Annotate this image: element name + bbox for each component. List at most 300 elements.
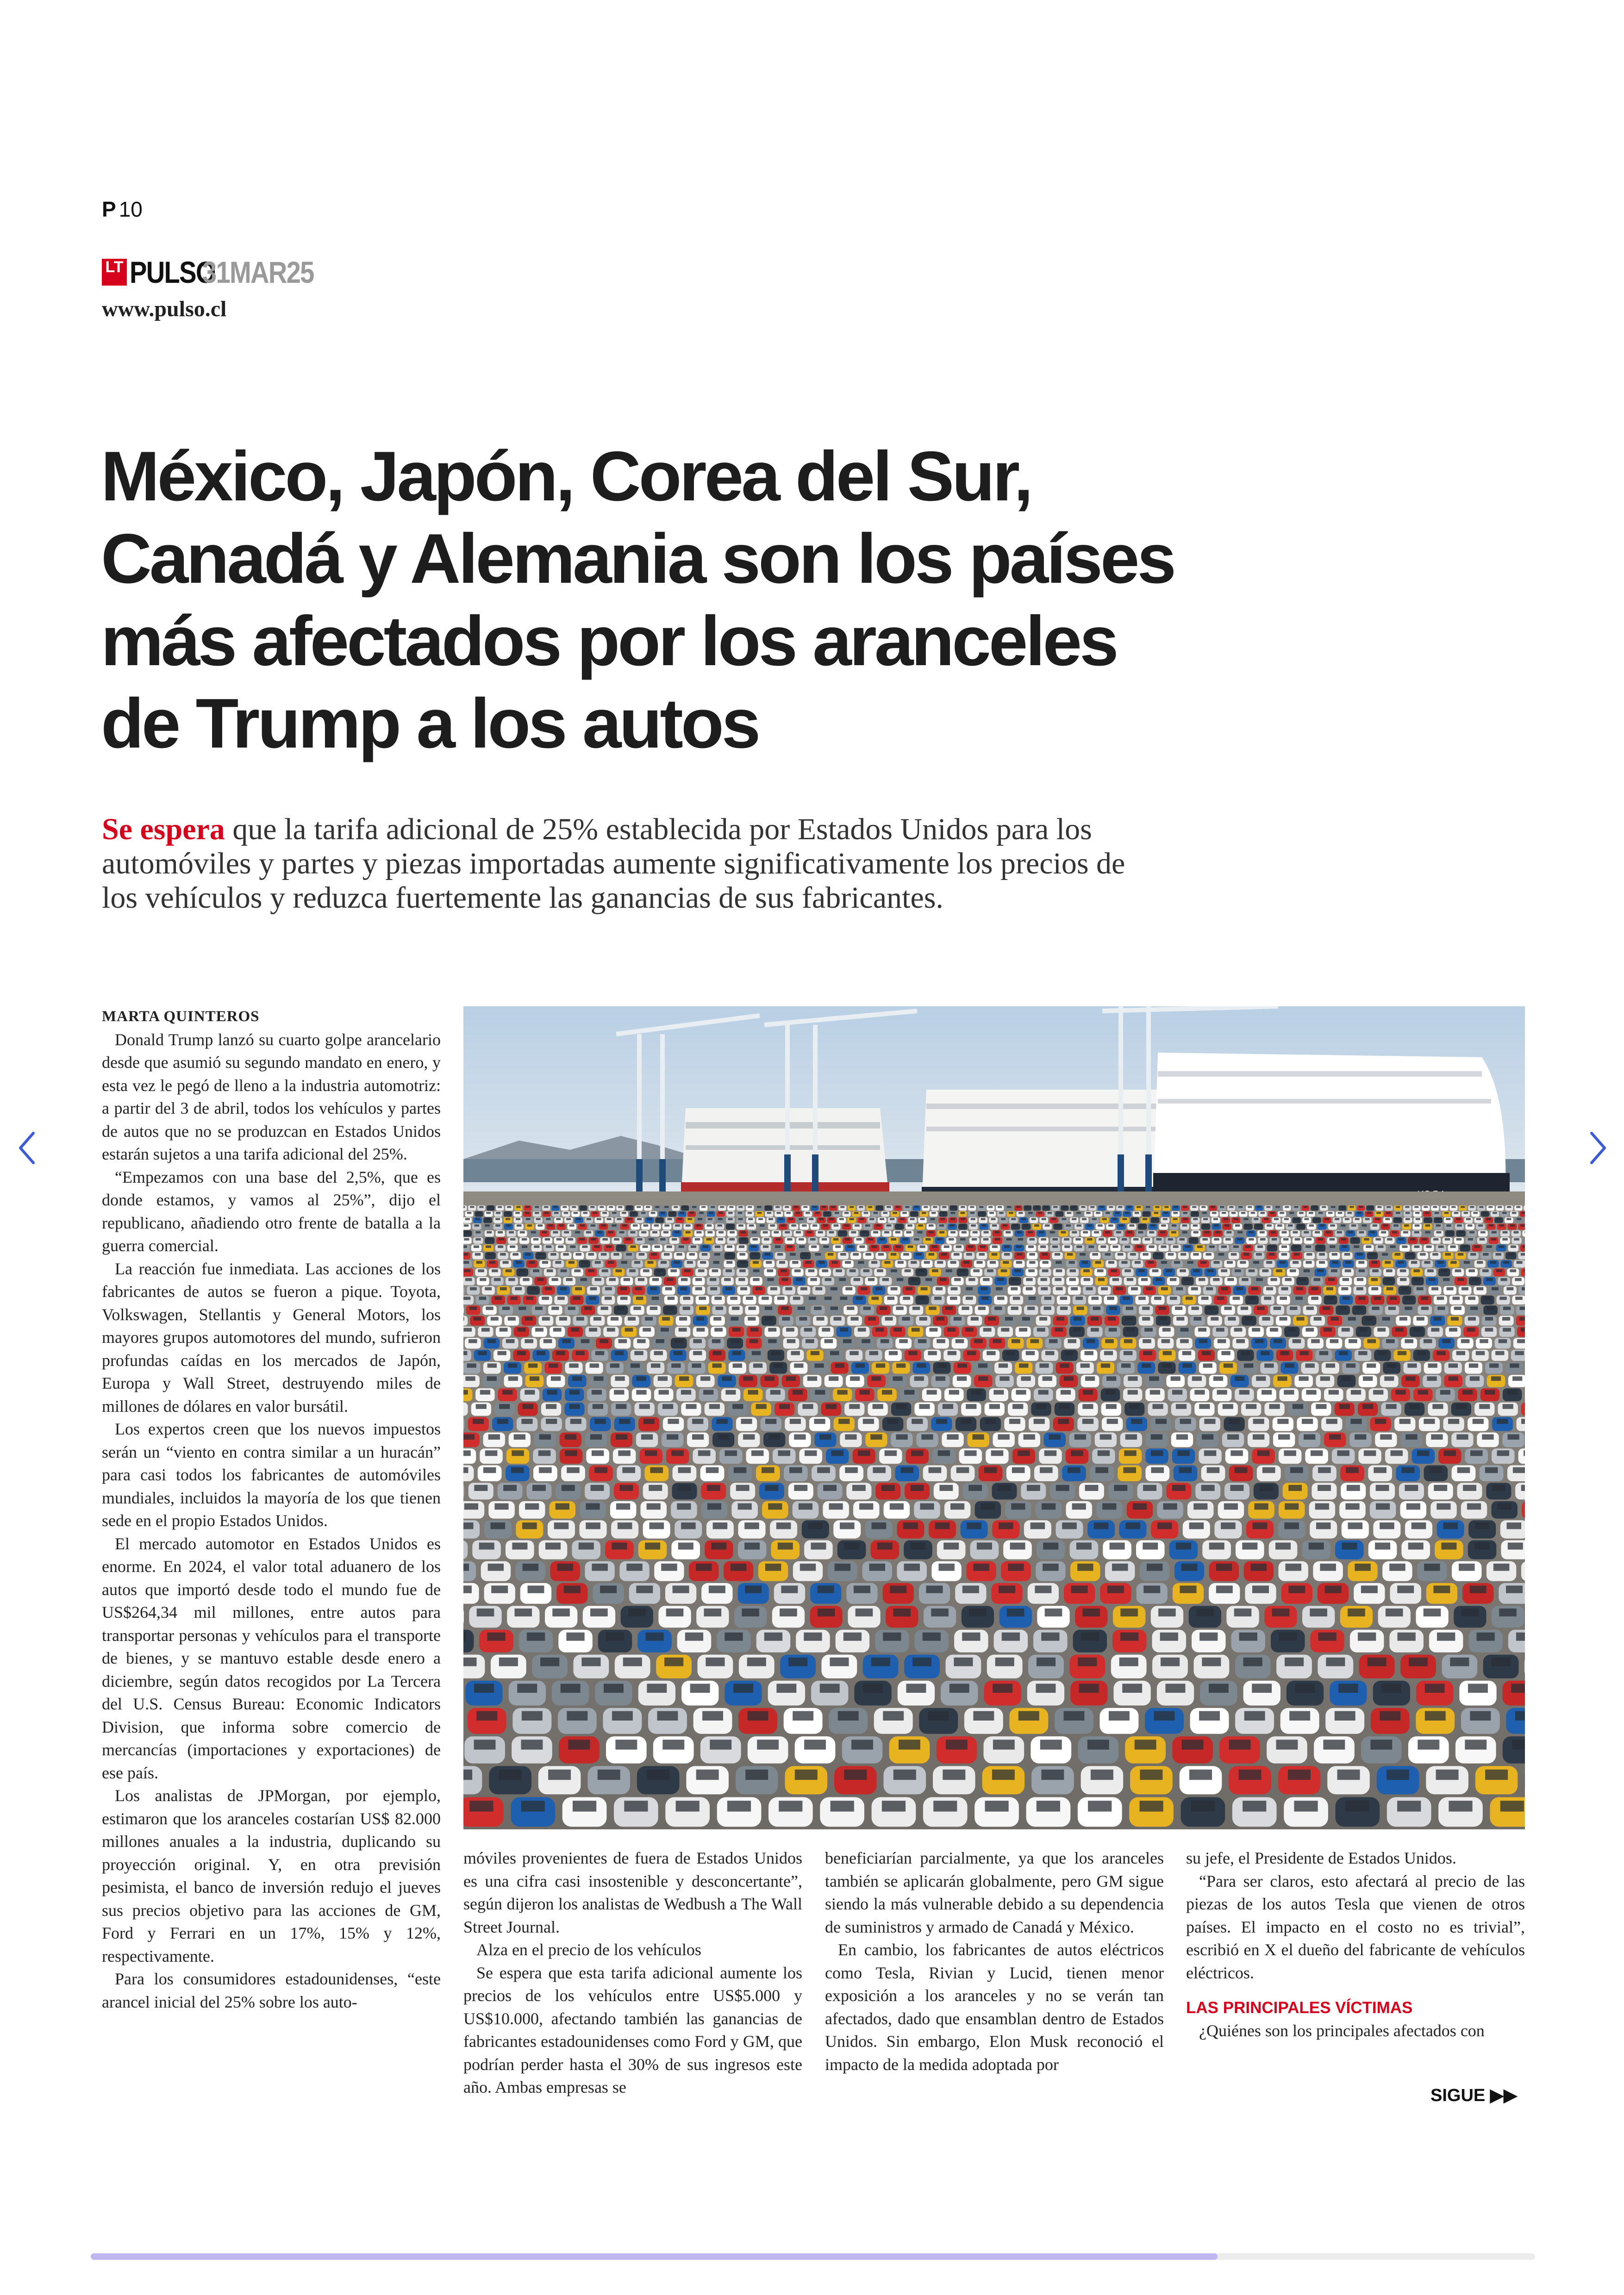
- car-windshield: [1503, 1231, 1508, 1234]
- car-windshield: [1368, 1658, 1387, 1666]
- car-windshield: [1266, 1261, 1272, 1264]
- car-windshield: [889, 1351, 898, 1355]
- previous-page-button[interactable]: [9, 1120, 46, 1176]
- car-windshield: [787, 1339, 796, 1343]
- car-windshield: [765, 1419, 776, 1424]
- car-windshield: [1025, 1206, 1030, 1208]
- car-windshield: [732, 1307, 739, 1310]
- car-windshield: [1492, 1231, 1497, 1234]
- car-windshield: [1432, 1404, 1443, 1409]
- car-windshield: [1386, 1609, 1403, 1616]
- car-windshield: [1163, 1503, 1177, 1510]
- car-windshield: [1323, 1740, 1345, 1749]
- car-windshield: [677, 1503, 691, 1510]
- car-windshield: [1205, 1231, 1210, 1234]
- car-windshield: [935, 1522, 950, 1529]
- car-windshield: [786, 1287, 793, 1291]
- car-windshield: [814, 1307, 821, 1310]
- car-windshield: [1449, 1328, 1457, 1332]
- car-windshield: [487, 1376, 497, 1381]
- car-windshield: [831, 1801, 854, 1811]
- car-windshield: [1026, 1278, 1032, 1281]
- car-windshield: [1387, 1287, 1393, 1291]
- car-windshield: [1309, 1224, 1314, 1227]
- car-windshield: [1192, 1206, 1196, 1208]
- car-windshield: [590, 1609, 608, 1616]
- car-windshield: [1327, 1297, 1334, 1300]
- car-windshield: [1193, 1317, 1201, 1321]
- car-windshield: [568, 1261, 575, 1264]
- body-paragraph: beneficiarían parcialmente, ya que los aranceles también se aplicarán globalmente, pero GM sigue siendo la más vulnerable debido a su dependencia de suministros y armado de Canadá y México.: [825, 1849, 1164, 1936]
- car-windshield: [1149, 1246, 1155, 1248]
- car-windshield: [617, 1307, 625, 1310]
- car-windshield: [1060, 1364, 1069, 1368]
- car-windshield: [679, 1246, 684, 1248]
- car-windshield: [1186, 1297, 1193, 1300]
- car-windshield: [1216, 1564, 1232, 1571]
- car-windshield: [1162, 1328, 1171, 1332]
- car-windshield: [1473, 1419, 1484, 1424]
- car-windshield: [1462, 1609, 1479, 1616]
- car-windshield: [1447, 1231, 1452, 1234]
- car-windshield: [1470, 1376, 1480, 1381]
- car-windshield: [1045, 1224, 1050, 1227]
- car-windshield: [1388, 1307, 1396, 1310]
- car-windshield: [890, 1503, 904, 1510]
- car-windshield: [1124, 1269, 1131, 1272]
- car-windshield: [1397, 1585, 1414, 1593]
- car-windshield: [1017, 1253, 1023, 1256]
- car-windshield: [896, 1246, 901, 1248]
- car-windshield: [1006, 1238, 1012, 1241]
- car-windshield: [906, 1684, 926, 1693]
- car-windshield: [1234, 1218, 1238, 1220]
- car-windshield: [1454, 1212, 1459, 1214]
- car-windshield: [776, 1684, 796, 1693]
- car-windshield: [1007, 1206, 1011, 1208]
- car-windshield: [874, 1212, 878, 1214]
- car-windshield: [1493, 1564, 1510, 1571]
- car-windshield: [598, 1770, 620, 1780]
- car-windshield: [885, 1450, 897, 1456]
- car-windshield: [1106, 1404, 1117, 1409]
- car-windshield: [553, 1328, 562, 1332]
- car-windshield: [994, 1307, 1002, 1310]
- car-windshield: [908, 1351, 917, 1355]
- car-windshield: [906, 1287, 912, 1291]
- car-windshield: [1295, 1297, 1303, 1300]
- car-windshield: [993, 1684, 1012, 1693]
- article-column-3: [825, 1847, 1164, 2076]
- next-page-button[interactable]: [1579, 1120, 1616, 1176]
- car-windshield: [1365, 1317, 1373, 1321]
- car-windshield: [1036, 1404, 1047, 1409]
- car-windshield: [903, 1522, 918, 1529]
- car-windshield: [1487, 1218, 1491, 1220]
- car-windshield: [1239, 1633, 1257, 1641]
- car-windshield: [1491, 1376, 1501, 1381]
- car-windshield: [981, 1287, 987, 1291]
- car-windshield: [572, 1206, 576, 1208]
- car-windshield: [1135, 1740, 1156, 1749]
- car-windshield: [539, 1467, 552, 1473]
- car-windshield: [1068, 1467, 1081, 1473]
- car-windshield: [1445, 1238, 1450, 1241]
- car-windshield: [1312, 1287, 1318, 1291]
- car-windshield: [1131, 1287, 1138, 1291]
- car-windshield: [689, 1212, 694, 1214]
- car-windshield: [515, 1287, 522, 1291]
- body-paragraph: Se espera que esta tarifa adicional aumente los precios de los vehículos entre US$5.000 y US$10.000, afectando también las ganancias de fabricantes estadounidenses como Ford y GM, que podrían perder hasta el 30% de sus ingresos este año. Ambas empresas se: [463, 1963, 802, 2096]
- car-windshield: [756, 1287, 762, 1291]
- car-windshield: [738, 1206, 743, 1208]
- car-windshield: [732, 1351, 741, 1355]
- car-windshield: [852, 1485, 866, 1491]
- car-windshield: [1305, 1364, 1315, 1368]
- car-windshield: [840, 1522, 855, 1529]
- car-windshield: [1450, 1246, 1456, 1248]
- car-windshield: [1102, 1503, 1116, 1510]
- car-windshield: [1293, 1404, 1303, 1409]
- car-windshield: [1434, 1317, 1442, 1321]
- car-windshield: [480, 1390, 490, 1395]
- byline: MARTA QUINTEROS: [102, 1008, 260, 1025]
- car-windshield: [1284, 1450, 1296, 1456]
- car-windshield: [966, 1253, 972, 1256]
- car-windshield: [1206, 1287, 1213, 1291]
- car-windshield: [607, 1328, 615, 1332]
- car-windshield: [636, 1297, 643, 1300]
- car-windshield: [1003, 1224, 1008, 1227]
- car-windshield: [1418, 1390, 1428, 1395]
- car-windshield: [905, 1206, 909, 1208]
- car-windshield: [748, 1390, 758, 1395]
- car-windshield: [984, 1231, 989, 1234]
- car-windshield: [1442, 1206, 1446, 1208]
- car-windshield: [807, 1231, 812, 1234]
- car-windshield: [1122, 1684, 1142, 1693]
- car-windshield: [999, 1376, 1009, 1381]
- car-windshield: [1193, 1503, 1207, 1510]
- car-windshield: [997, 1297, 1005, 1300]
- car-windshield: [741, 1231, 746, 1234]
- car-windshield: [1331, 1269, 1337, 1272]
- body-paragraph: En cambio, los fabricantes de autos eléctricos como Tesla, Rivian y Lucid, tienen menor exposición a los aranceles y no se verán tan afectados, dado que ensamblan dentro de Estados Unidos. Sin embargo, Elon Musk reconoció el impacto de la medida adoptada por: [825, 1940, 1164, 2074]
- car-windshield: [1259, 1485, 1273, 1491]
- car-windshield: [900, 1218, 905, 1220]
- car-windshield: [1344, 1253, 1350, 1256]
- car-windshield: [1217, 1297, 1224, 1300]
- car-windshield: [1091, 1770, 1113, 1780]
- car-windshield: [463, 1253, 468, 1256]
- car-windshield: [1503, 1261, 1509, 1264]
- car-windshield: [1424, 1206, 1428, 1208]
- car-windshield: [1146, 1206, 1150, 1208]
- car-windshield: [752, 1351, 761, 1355]
- car-windshield: [1480, 1231, 1486, 1234]
- car-windshield: [704, 1609, 722, 1616]
- car-windshield: [1007, 1609, 1024, 1616]
- car-windshield: [885, 1317, 893, 1321]
- car-windshield: [722, 1376, 731, 1381]
- car-windshield: [1177, 1450, 1190, 1456]
- car-windshield: [1084, 1278, 1090, 1281]
- car-windshield: [1305, 1246, 1311, 1248]
- car-windshield: [927, 1390, 937, 1395]
- car-windshield: [1002, 1633, 1020, 1641]
- car-windshield: [1288, 1328, 1296, 1332]
- car-windshield: [486, 1307, 493, 1310]
- car-windshield: [1131, 1419, 1142, 1424]
- car-windshield: [1283, 1238, 1289, 1241]
- car-windshield: [1428, 1364, 1437, 1368]
- car-windshield: [1260, 1238, 1266, 1241]
- car-windshield: [1393, 1224, 1399, 1227]
- car-windshield: [833, 1238, 839, 1241]
- car-windshield: [517, 1328, 525, 1332]
- car-windshield: [1522, 1212, 1525, 1214]
- car-windshield: [789, 1467, 802, 1473]
- car-windshield: [1485, 1390, 1495, 1395]
- car-windshield: [921, 1287, 928, 1291]
- car-windshield: [1503, 1328, 1511, 1332]
- car-windshield: [1065, 1351, 1074, 1355]
- car-windshield: [1437, 1633, 1455, 1641]
- car-windshield: [686, 1224, 691, 1227]
- car-windshield: [619, 1419, 630, 1424]
- car-windshield: [600, 1585, 617, 1593]
- car-windshield: [1446, 1224, 1451, 1227]
- car-windshield: [491, 1522, 506, 1529]
- car-windshield: [988, 1206, 993, 1208]
- car-windshield: [1140, 1224, 1145, 1227]
- car-windshield: [1289, 1212, 1294, 1214]
- car-windshield: [949, 1684, 969, 1693]
- car-windshield: [859, 1246, 865, 1248]
- car-windshield: [1072, 1218, 1076, 1220]
- car-windshield: [1431, 1287, 1438, 1291]
- car-windshield: [1254, 1218, 1258, 1220]
- website-url[interactable]: www.pulso.cl: [102, 297, 227, 321]
- car-windshield: [728, 1218, 733, 1220]
- car-windshield: [829, 1376, 838, 1381]
- car-windshield: [768, 1434, 780, 1440]
- car-windshield: [567, 1711, 587, 1721]
- car-windshield: [1162, 1364, 1171, 1368]
- car-windshield: [923, 1633, 941, 1641]
- car-windshield: [1457, 1467, 1470, 1473]
- car-windshield: [646, 1206, 650, 1208]
- car-windshield: [707, 1231, 712, 1234]
- car-windshield: [869, 1564, 886, 1571]
- car-windshield: [1515, 1351, 1524, 1355]
- car-windshield: [1255, 1503, 1268, 1510]
- reading-progress-bar[interactable]: [91, 2253, 1535, 2260]
- car-windshield: [637, 1206, 641, 1208]
- car-windshield: [1173, 1212, 1178, 1214]
- car-windshield: [672, 1238, 677, 1241]
- car-windshield: [696, 1231, 701, 1234]
- car-windshield: [1199, 1711, 1220, 1721]
- car-windshield: [960, 1238, 966, 1241]
- car-windshield: [1132, 1218, 1137, 1220]
- car-windshield: [1412, 1522, 1426, 1529]
- car-windshield: [1203, 1224, 1208, 1227]
- car-windshield: [1432, 1253, 1438, 1256]
- car-windshield: [681, 1278, 687, 1281]
- car-windshield: [1183, 1218, 1187, 1220]
- car-windshield: [803, 1206, 807, 1208]
- car-windshield: [1299, 1376, 1309, 1381]
- car-windshield: [1092, 1253, 1098, 1256]
- car-windshield: [1519, 1317, 1525, 1321]
- car-windshield: [1016, 1246, 1022, 1248]
- car-windshield: [1343, 1278, 1349, 1281]
- car-windshield: [809, 1297, 816, 1300]
- car-windshield: [1436, 1218, 1441, 1220]
- car-windshield: [1224, 1224, 1230, 1227]
- car-windshield: [1524, 1450, 1525, 1456]
- car-windshield: [1319, 1261, 1325, 1264]
- car-windshield: [1176, 1317, 1184, 1321]
- car-windshield: [749, 1307, 756, 1310]
- car-windshield: [880, 1238, 885, 1241]
- car-windshield: [1319, 1224, 1324, 1227]
- car-windshield: [489, 1261, 495, 1264]
- car-windshield: [799, 1218, 804, 1220]
- car-windshield: [1096, 1212, 1100, 1214]
- car-windshield: [1011, 1307, 1018, 1310]
- car-windshield: [1500, 1278, 1507, 1281]
- car-windshield: [1317, 1269, 1324, 1272]
- car-windshield: [1272, 1238, 1277, 1241]
- car-windshield: [765, 1317, 773, 1321]
- car-windshield: [1456, 1404, 1467, 1409]
- car-windshield: [949, 1238, 954, 1241]
- car-windshield: [657, 1269, 663, 1272]
- car-windshield: [1421, 1297, 1429, 1300]
- car-windshield: [639, 1253, 645, 1256]
- car-windshield: [637, 1376, 646, 1381]
- car-windshield: [809, 1218, 813, 1220]
- car-windshield: [605, 1297, 612, 1300]
- car-windshield: [907, 1224, 912, 1227]
- car-windshield: [1241, 1351, 1250, 1355]
- car-windshield: [499, 1658, 518, 1666]
- car-windshield: [463, 1467, 468, 1473]
- car-windshield: [718, 1238, 724, 1241]
- car-windshield: [1161, 1224, 1166, 1227]
- car-windshield: [919, 1317, 927, 1321]
- car-windshield: [487, 1339, 496, 1343]
- car-windshield: [546, 1419, 557, 1424]
- car-windshield: [1521, 1419, 1525, 1424]
- car-windshield: [1437, 1307, 1445, 1310]
- car-windshield: [1371, 1287, 1378, 1291]
- car-windshield: [825, 1278, 831, 1281]
- car-windshield: [822, 1206, 826, 1208]
- car-windshield: [1189, 1770, 1212, 1780]
- car-windshield: [1229, 1740, 1251, 1749]
- car-windshield: [491, 1317, 499, 1321]
- car-windshield: [1223, 1404, 1233, 1409]
- car-windshield: [995, 1658, 1014, 1666]
- car-windshield: [1056, 1485, 1069, 1491]
- car-windshield: [1506, 1287, 1513, 1291]
- car-windshield: [548, 1224, 553, 1227]
- car-windshield: [494, 1503, 508, 1510]
- car-windshield: [1074, 1434, 1086, 1440]
- car-windshield: [1454, 1307, 1462, 1310]
- car-windshield: [1024, 1434, 1035, 1440]
- car-windshield: [1306, 1261, 1312, 1264]
- car-windshield: [1211, 1317, 1218, 1321]
- car-windshield: [1252, 1684, 1272, 1693]
- car-windshield: [576, 1218, 581, 1220]
- car-windshield: [1306, 1238, 1312, 1241]
- car-windshield: [849, 1404, 860, 1409]
- car-windshield: [666, 1609, 684, 1616]
- car-windshield: [774, 1231, 779, 1234]
- car-windshield: [612, 1711, 633, 1721]
- car-windshield: [1183, 1212, 1187, 1214]
- car-windshield: [1181, 1564, 1198, 1571]
- car-windshield: [657, 1218, 662, 1220]
- car-windshield: [528, 1364, 537, 1368]
- car-windshield: [498, 1206, 502, 1208]
- car-windshield: [1399, 1238, 1404, 1241]
- car-windshield: [1124, 1339, 1133, 1343]
- car-windshield: [1041, 1770, 1064, 1780]
- car-windshield: [522, 1246, 527, 1248]
- car-windshield: [1358, 1351, 1367, 1355]
- car-windshield: [521, 1740, 543, 1749]
- car-windshield: [897, 1278, 903, 1281]
- car-windshield: [1424, 1261, 1430, 1264]
- car-windshield: [859, 1206, 863, 1208]
- car-windshield: [1151, 1450, 1163, 1456]
- car-windshield: [752, 1253, 758, 1256]
- car-windshield: [1444, 1212, 1449, 1214]
- car-windshield: [1274, 1307, 1281, 1310]
- car-windshield: [799, 1246, 805, 1248]
- car-windshield: [1218, 1253, 1224, 1256]
- car-windshield: [763, 1231, 768, 1234]
- car-windshield: [496, 1212, 500, 1214]
- car-windshield: [1108, 1317, 1116, 1321]
- car-windshield: [1342, 1328, 1350, 1332]
- car-windshield: [1160, 1231, 1165, 1234]
- car-windshield: [1456, 1238, 1462, 1241]
- car-windshield: [637, 1238, 643, 1241]
- car-windshield: [1425, 1711, 1446, 1721]
- car-windshield: [1293, 1339, 1301, 1343]
- car-windshield: [673, 1585, 689, 1593]
- car-windshield: [1149, 1231, 1154, 1234]
- car-windshield: [748, 1317, 756, 1321]
- car-windshield: [1200, 1261, 1206, 1264]
- car-windshield: [963, 1261, 969, 1264]
- car-windshield: [1367, 1212, 1371, 1214]
- car-windshield: [1193, 1231, 1199, 1234]
- car-windshield: [1183, 1206, 1187, 1208]
- car-windshield: [1304, 1231, 1309, 1234]
- car-windshield: [1372, 1261, 1378, 1264]
- car-windshield: [1060, 1307, 1068, 1310]
- car-windshield: [1414, 1278, 1421, 1281]
- car-windshield: [1380, 1711, 1400, 1721]
- car-windshield: [1076, 1307, 1084, 1310]
